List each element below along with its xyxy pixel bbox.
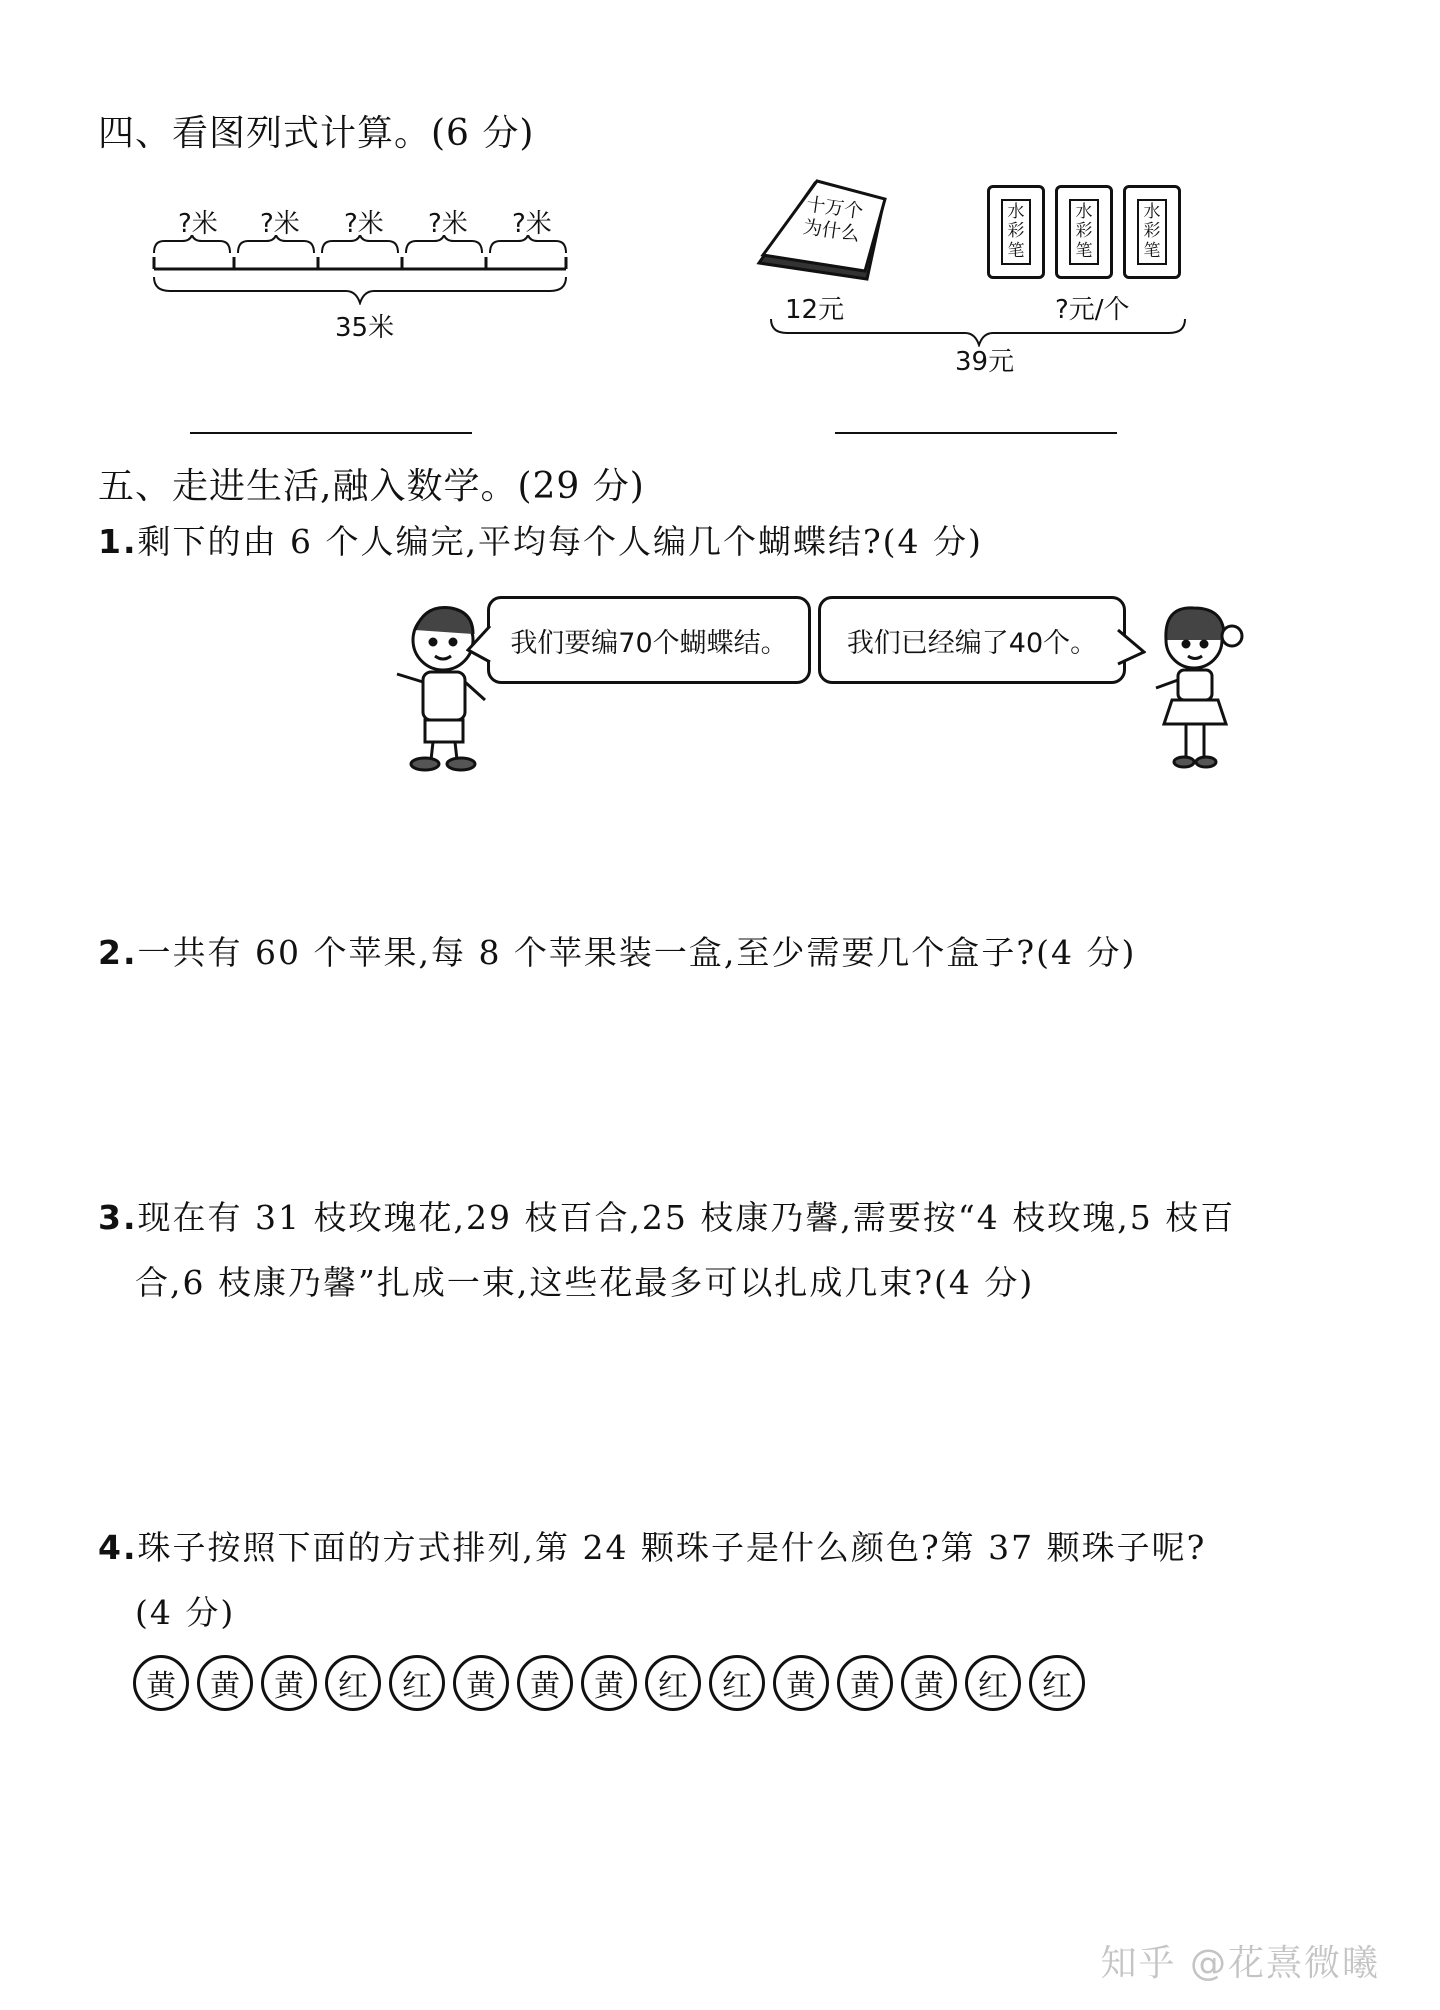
bead: 黄: [901, 1655, 957, 1711]
bead: 黄: [837, 1655, 893, 1711]
bead: 红: [965, 1655, 1021, 1711]
pen-price: ?元/个: [1055, 295, 1130, 325]
question-3: [98, 1198, 1235, 1238]
book-title: 十万个为什么: [801, 193, 865, 246]
girl-speech-text: 我们已经编了40个。: [846, 627, 1098, 659]
watermark: 知乎 @花熹微曦: [1100, 1943, 1380, 1984]
answer-line-2[interactable]: [835, 432, 1117, 434]
bead: 黄: [261, 1655, 317, 1711]
bead: 黄: [773, 1655, 829, 1711]
boy-speech-bubble: [487, 596, 811, 684]
question-text: 一共有 60 个苹果,每 8 个苹果装一盒,至少需要几个盒子?(4 分): [137, 933, 1137, 972]
question-text-line1: 珠子按照下面的方式排列,第 24 颗珠子是什么颜色?第 37 颗珠子呢?: [137, 1528, 1207, 1567]
segment-diagram: [150, 195, 580, 345]
boy-bubble-tail: [466, 624, 492, 664]
book-pens-total: 39元: [955, 347, 1015, 377]
question-text: 剩下的由 6 个人编完,平均每个人编几个蝴蝶结?(4 分): [137, 522, 983, 561]
question-number: 3.: [98, 1198, 138, 1237]
question-number: 2.: [98, 933, 138, 972]
bead: 红: [645, 1655, 701, 1711]
question-4: [98, 1528, 1206, 1568]
bead: 红: [1029, 1655, 1085, 1711]
boy-speech-text: 我们要编70个蝴蝶结。: [510, 627, 788, 659]
segment-label: ?米: [178, 209, 218, 239]
segment-label: ?米: [344, 209, 384, 239]
segment-braces-svg: [150, 235, 580, 305]
question-text-line1: 现在有 31 枝玫瑰花,29 枝百合,25 枝康乃馨,需要按“4 枝玫瑰,5 枝百: [137, 1198, 1236, 1237]
pen-box-label: 水彩笔: [1069, 199, 1099, 266]
girl-speech-bubble: [818, 596, 1126, 684]
question-number: 1.: [98, 522, 138, 561]
bead: 黄: [197, 1655, 253, 1711]
question-4-line2: (4 分): [135, 1593, 236, 1632]
pen-box: [987, 185, 1045, 279]
pen-box-label: 水彩笔: [1137, 199, 1167, 266]
segment-label: ?米: [512, 209, 552, 239]
bead-row: [133, 1655, 1093, 1711]
bead: 黄: [517, 1655, 573, 1711]
section5-title: 五、走进生活,融入数学。(29 分): [98, 466, 645, 507]
segment-label: ?米: [260, 209, 300, 239]
girl-illustration: [1142, 600, 1252, 775]
question-number: 4.: [98, 1528, 138, 1567]
pen-box-label: 水彩笔: [1001, 199, 1031, 266]
answer-line-1[interactable]: [190, 432, 472, 434]
bead: 红: [709, 1655, 765, 1711]
question-1: [98, 522, 983, 562]
book-price: 12元: [785, 295, 845, 325]
question-2: [98, 933, 1136, 973]
pen-box: [1123, 185, 1181, 279]
section4-title: 四、看图列式计算。(6 分): [98, 113, 535, 154]
bead: 黄: [453, 1655, 509, 1711]
bead: 黄: [133, 1655, 189, 1711]
question-3-line2: 合,6 枝康乃馨”扎成一束,这些花最多可以扎成几束?(4 分): [135, 1263, 1035, 1302]
bead: 红: [389, 1655, 445, 1711]
book-pens-diagram: [755, 175, 1205, 375]
pen-box: [1055, 185, 1113, 279]
bead: 红: [325, 1655, 381, 1711]
bead: 黄: [581, 1655, 637, 1711]
segment-total-label: 35米: [335, 313, 395, 343]
segment-label: ?米: [428, 209, 468, 239]
